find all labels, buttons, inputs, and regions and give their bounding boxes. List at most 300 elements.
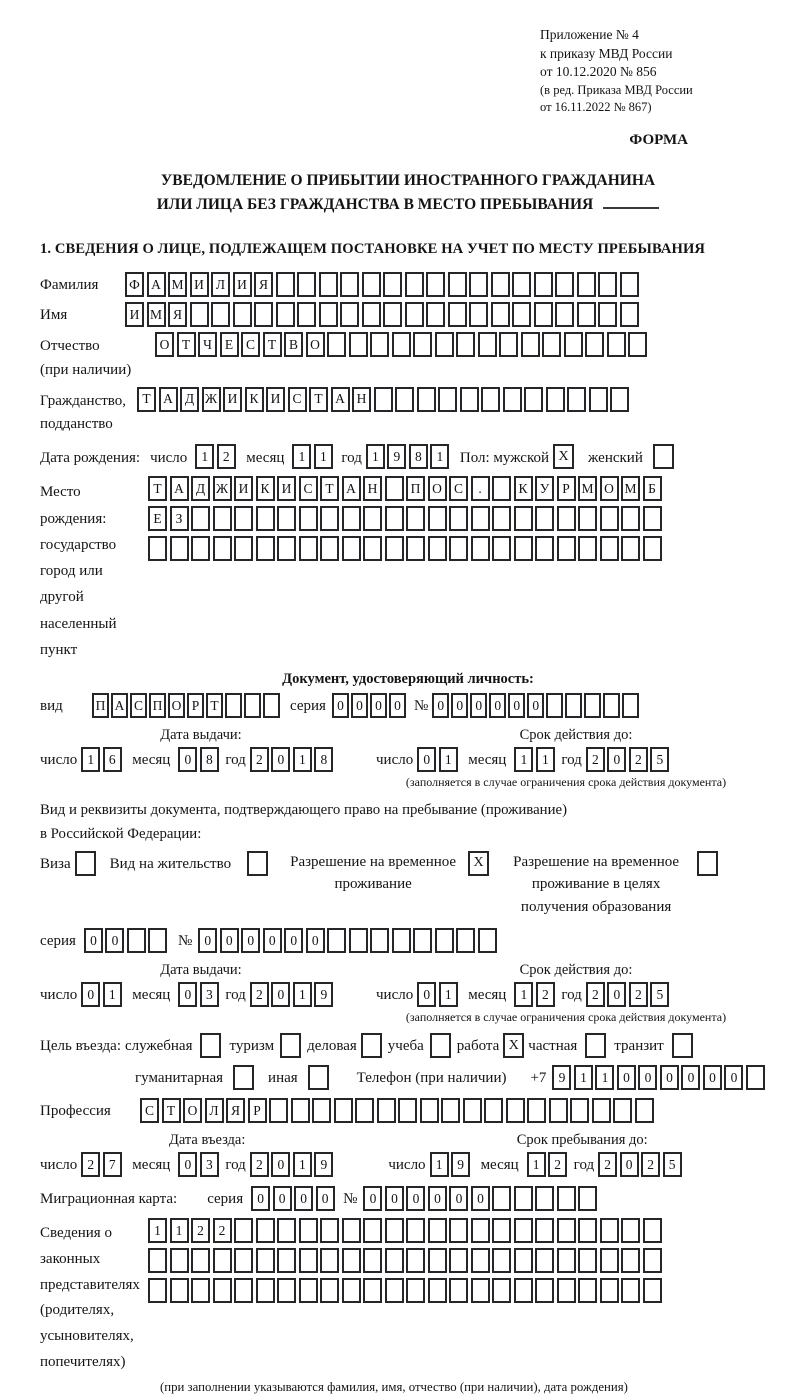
char-box[interactable]: И — [223, 387, 242, 412]
char-box[interactable] — [535, 536, 554, 561]
char-box[interactable] — [469, 302, 488, 327]
char-box[interactable] — [406, 1248, 425, 1273]
char-box[interactable]: 2 — [536, 982, 555, 1007]
char-box[interactable] — [589, 387, 608, 412]
char-box[interactable] — [319, 272, 338, 297]
char-box[interactable] — [449, 1218, 468, 1243]
char-box[interactable] — [377, 1098, 396, 1123]
sex-female-checkbox[interactable] — [653, 444, 674, 469]
char-box[interactable]: 6 — [103, 747, 122, 772]
char-box[interactable]: Е — [220, 332, 239, 357]
char-box[interactable] — [413, 332, 432, 357]
char-box[interactable] — [438, 387, 457, 412]
char-box[interactable]: 0 — [620, 1152, 639, 1177]
char-box[interactable] — [557, 536, 576, 561]
char-box[interactable] — [383, 302, 402, 327]
char-box[interactable]: 0 — [607, 982, 626, 1007]
char-box[interactable] — [620, 302, 639, 327]
char-box[interactable] — [492, 1186, 511, 1211]
char-box[interactable] — [213, 1278, 232, 1303]
char-box[interactable] — [191, 506, 210, 531]
char-box[interactable] — [213, 506, 232, 531]
char-box[interactable]: 0 — [105, 928, 124, 953]
char-box[interactable] — [514, 1278, 533, 1303]
char-box[interactable] — [555, 302, 574, 327]
char-box[interactable] — [512, 272, 531, 297]
char-box[interactable]: Н — [352, 387, 371, 412]
char-box[interactable] — [549, 1098, 568, 1123]
char-box[interactable] — [512, 302, 531, 327]
char-box[interactable] — [567, 387, 586, 412]
char-box[interactable]: И — [233, 272, 252, 297]
char-box[interactable] — [492, 506, 511, 531]
char-box[interactable]: И — [234, 476, 253, 501]
char-box[interactable]: 2 — [250, 982, 269, 1007]
char-box[interactable] — [577, 272, 596, 297]
char-box[interactable] — [428, 1248, 447, 1273]
char-box[interactable] — [256, 1248, 275, 1273]
purpose-private-checkbox[interactable] — [585, 1033, 606, 1058]
char-box[interactable]: 1 — [292, 444, 311, 469]
purpose-other-checkbox[interactable] — [308, 1065, 329, 1090]
char-box[interactable] — [256, 536, 275, 561]
char-box[interactable] — [449, 506, 468, 531]
char-box[interactable] — [395, 387, 414, 412]
char-box[interactable] — [557, 1186, 576, 1211]
char-box[interactable] — [643, 1248, 662, 1273]
char-box[interactable] — [254, 302, 273, 327]
char-box[interactable] — [355, 1098, 374, 1123]
char-box[interactable] — [448, 272, 467, 297]
char-box[interactable] — [621, 536, 640, 561]
char-box[interactable]: Р — [187, 693, 204, 718]
char-box[interactable]: 2 — [250, 1152, 269, 1177]
char-box[interactable] — [598, 302, 617, 327]
char-box[interactable]: С — [288, 387, 307, 412]
char-box[interactable]: О — [183, 1098, 202, 1123]
char-box[interactable]: 2 — [81, 1152, 100, 1177]
char-box[interactable]: 1 — [536, 747, 555, 772]
char-box[interactable] — [320, 506, 339, 531]
char-box[interactable] — [385, 476, 404, 501]
char-box[interactable]: 2 — [629, 747, 648, 772]
char-box[interactable]: Я — [254, 272, 273, 297]
char-box[interactable]: 0 — [724, 1065, 743, 1090]
char-box[interactable]: 0 — [84, 928, 103, 953]
char-box[interactable]: 0 — [294, 1186, 313, 1211]
purpose-tourism-checkbox[interactable] — [280, 1033, 301, 1058]
char-box[interactable]: 1 — [314, 444, 333, 469]
char-box[interactable]: А — [342, 476, 361, 501]
purpose-study-checkbox[interactable] — [430, 1033, 451, 1058]
char-box[interactable]: Д — [191, 476, 210, 501]
char-box[interactable] — [363, 536, 382, 561]
char-box[interactable] — [584, 693, 601, 718]
char-box[interactable]: Р — [248, 1098, 267, 1123]
char-box[interactable]: 0 — [389, 693, 406, 718]
char-box[interactable]: 0 — [81, 982, 100, 1007]
char-box[interactable] — [299, 1278, 318, 1303]
char-box[interactable] — [557, 1218, 576, 1243]
char-box[interactable]: 1 — [293, 1152, 312, 1177]
char-box[interactable] — [428, 1278, 447, 1303]
char-box[interactable] — [234, 506, 253, 531]
sex-male-checkbox[interactable]: X — [553, 444, 574, 469]
char-box[interactable]: 1 — [293, 747, 312, 772]
char-box[interactable]: 5 — [663, 1152, 682, 1177]
char-box[interactable] — [363, 506, 382, 531]
char-box[interactable]: 5 — [650, 747, 669, 772]
char-box[interactable] — [535, 1186, 554, 1211]
char-box[interactable] — [435, 332, 454, 357]
char-box[interactable]: 9 — [552, 1065, 571, 1090]
char-box[interactable] — [276, 272, 295, 297]
char-box[interactable]: С — [241, 332, 260, 357]
char-box[interactable] — [570, 1098, 589, 1123]
char-box[interactable] — [370, 928, 389, 953]
char-box[interactable] — [406, 1278, 425, 1303]
char-box[interactable]: 0 — [471, 1186, 490, 1211]
char-box[interactable]: 0 — [178, 747, 197, 772]
visa-checkbox[interactable] — [75, 851, 96, 876]
char-box[interactable]: Ж — [202, 387, 221, 412]
char-box[interactable] — [256, 1278, 275, 1303]
char-box[interactable] — [456, 928, 475, 953]
char-box[interactable]: 2 — [213, 1218, 232, 1243]
char-box[interactable] — [225, 693, 242, 718]
char-box[interactable] — [417, 387, 436, 412]
char-box[interactable]: 8 — [314, 747, 333, 772]
char-box[interactable]: Т — [263, 332, 282, 357]
char-box[interactable]: 7 — [103, 1152, 122, 1177]
char-box[interactable]: 0 — [417, 747, 436, 772]
char-box[interactable]: И — [125, 302, 144, 327]
char-box[interactable] — [449, 1248, 468, 1273]
char-box[interactable] — [312, 1098, 331, 1123]
char-box[interactable] — [635, 1098, 654, 1123]
char-box[interactable] — [170, 1278, 189, 1303]
char-box[interactable] — [370, 332, 389, 357]
char-box[interactable] — [234, 1218, 253, 1243]
char-box[interactable] — [148, 536, 167, 561]
char-box[interactable] — [413, 928, 432, 953]
char-box[interactable] — [385, 536, 404, 561]
char-box[interactable] — [406, 536, 425, 561]
char-box[interactable]: 0 — [370, 693, 387, 718]
char-box[interactable]: 2 — [217, 444, 236, 469]
char-box[interactable] — [234, 1278, 253, 1303]
char-box[interactable] — [299, 1248, 318, 1273]
char-box[interactable] — [565, 693, 582, 718]
char-box[interactable] — [613, 1098, 632, 1123]
char-box[interactable]: 0 — [316, 1186, 335, 1211]
char-box[interactable]: 1 — [439, 747, 458, 772]
char-box[interactable]: 0 — [220, 928, 239, 953]
char-box[interactable] — [514, 506, 533, 531]
char-box[interactable] — [342, 1218, 361, 1243]
char-box[interactable] — [263, 693, 280, 718]
char-box[interactable]: 3 — [200, 982, 219, 1007]
char-box[interactable]: А — [159, 387, 178, 412]
char-box[interactable] — [127, 928, 146, 953]
char-box[interactable] — [492, 536, 511, 561]
char-box[interactable] — [621, 1278, 640, 1303]
char-box[interactable]: 1 — [430, 1152, 449, 1177]
char-box[interactable]: 0 — [351, 693, 368, 718]
char-box[interactable]: Т — [148, 476, 167, 501]
char-box[interactable] — [471, 536, 490, 561]
char-box[interactable]: 1 — [366, 444, 385, 469]
char-box[interactable] — [607, 332, 626, 357]
char-box[interactable] — [600, 1218, 619, 1243]
char-box[interactable]: У — [535, 476, 554, 501]
char-box[interactable] — [527, 1098, 546, 1123]
char-box[interactable]: К — [514, 476, 533, 501]
char-box[interactable] — [428, 536, 447, 561]
char-box[interactable] — [535, 1278, 554, 1303]
char-box[interactable]: В — [284, 332, 303, 357]
temp-residence-checkbox[interactable]: X — [468, 851, 489, 876]
char-box[interactable] — [503, 387, 522, 412]
char-box[interactable]: 2 — [586, 747, 605, 772]
char-box[interactable]: 9 — [314, 982, 333, 1007]
char-box[interactable] — [234, 1248, 253, 1273]
char-box[interactable] — [277, 1278, 296, 1303]
char-box[interactable]: 1 — [439, 982, 458, 1007]
char-box[interactable] — [546, 693, 563, 718]
char-box[interactable] — [277, 506, 296, 531]
purpose-business-checkbox[interactable] — [361, 1033, 382, 1058]
char-box[interactable] — [592, 1098, 611, 1123]
char-box[interactable] — [426, 272, 445, 297]
char-box[interactable]: 1 — [514, 747, 533, 772]
char-box[interactable]: М — [578, 476, 597, 501]
char-box[interactable] — [492, 1218, 511, 1243]
char-box[interactable]: Я — [226, 1098, 245, 1123]
char-box[interactable]: 1 — [527, 1152, 546, 1177]
char-box[interactable] — [428, 1218, 447, 1243]
char-box[interactable] — [577, 302, 596, 327]
char-box[interactable] — [620, 272, 639, 297]
char-box[interactable] — [471, 1248, 490, 1273]
char-box[interactable] — [514, 536, 533, 561]
char-box[interactable] — [244, 693, 261, 718]
char-box[interactable] — [514, 1186, 533, 1211]
char-box[interactable] — [578, 1186, 597, 1211]
char-box[interactable]: 0 — [263, 928, 282, 953]
char-box[interactable] — [299, 506, 318, 531]
char-box[interactable]: И — [277, 476, 296, 501]
char-box[interactable]: 0 — [489, 693, 506, 718]
char-box[interactable] — [481, 387, 500, 412]
char-box[interactable] — [492, 476, 511, 501]
char-box[interactable] — [506, 1098, 525, 1123]
purpose-official-checkbox[interactable] — [200, 1033, 221, 1058]
char-box[interactable]: А — [170, 476, 189, 501]
char-box[interactable] — [342, 536, 361, 561]
char-box[interactable] — [191, 1248, 210, 1273]
char-box[interactable] — [349, 928, 368, 953]
temp-residence-edu-checkbox[interactable] — [697, 851, 718, 876]
char-box[interactable] — [319, 302, 338, 327]
char-box[interactable]: 1 — [595, 1065, 614, 1090]
char-box[interactable] — [471, 506, 490, 531]
char-box[interactable] — [435, 928, 454, 953]
char-box[interactable]: С — [130, 693, 147, 718]
char-box[interactable]: 0 — [271, 1152, 290, 1177]
char-box[interactable]: Е — [148, 506, 167, 531]
char-box[interactable] — [340, 302, 359, 327]
char-box[interactable] — [491, 302, 510, 327]
char-box[interactable] — [643, 1278, 662, 1303]
char-box[interactable]: 0 — [385, 1186, 404, 1211]
char-box[interactable] — [535, 506, 554, 531]
char-box[interactable]: К — [256, 476, 275, 501]
char-box[interactable] — [299, 1218, 318, 1243]
char-box[interactable]: О — [155, 332, 174, 357]
char-box[interactable] — [456, 332, 475, 357]
char-box[interactable]: 0 — [363, 1186, 382, 1211]
char-box[interactable] — [269, 1098, 288, 1123]
char-box[interactable]: Т — [320, 476, 339, 501]
char-box[interactable]: 0 — [306, 928, 325, 953]
char-box[interactable] — [277, 536, 296, 561]
char-box[interactable] — [564, 332, 583, 357]
char-box[interactable] — [557, 1278, 576, 1303]
char-box[interactable] — [492, 1278, 511, 1303]
char-box[interactable] — [349, 332, 368, 357]
char-box[interactable] — [363, 1248, 382, 1273]
char-box[interactable] — [385, 506, 404, 531]
char-box[interactable] — [546, 387, 565, 412]
char-box[interactable] — [555, 272, 574, 297]
char-box[interactable]: 2 — [629, 982, 648, 1007]
purpose-transit-checkbox[interactable] — [672, 1033, 693, 1058]
char-box[interactable]: 1 — [195, 444, 214, 469]
char-box[interactable]: Я — [168, 302, 187, 327]
char-box[interactable]: М — [147, 302, 166, 327]
char-box[interactable] — [374, 387, 393, 412]
char-box[interactable] — [362, 302, 381, 327]
char-box[interactable] — [426, 302, 445, 327]
char-box[interactable]: 0 — [198, 928, 217, 953]
char-box[interactable] — [405, 272, 424, 297]
char-box[interactable]: 2 — [191, 1218, 210, 1243]
char-box[interactable]: 1 — [574, 1065, 593, 1090]
char-box[interactable]: Т — [177, 332, 196, 357]
char-box[interactable] — [299, 536, 318, 561]
char-box[interactable]: . — [471, 476, 490, 501]
char-box[interactable] — [643, 506, 662, 531]
char-box[interactable] — [643, 1218, 662, 1243]
char-box[interactable]: 2 — [250, 747, 269, 772]
char-box[interactable]: А — [111, 693, 128, 718]
char-box[interactable]: 0 — [508, 693, 525, 718]
char-box[interactable] — [557, 1248, 576, 1273]
char-box[interactable]: 0 — [284, 928, 303, 953]
char-box[interactable] — [363, 1218, 382, 1243]
char-box[interactable] — [297, 302, 316, 327]
char-box[interactable]: 2 — [548, 1152, 567, 1177]
char-box[interactable] — [406, 506, 425, 531]
char-box[interactable] — [428, 506, 447, 531]
char-box[interactable]: Т — [309, 387, 328, 412]
char-box[interactable]: 9 — [314, 1152, 333, 1177]
char-box[interactable]: Д — [180, 387, 199, 412]
char-box[interactable] — [342, 1278, 361, 1303]
char-box[interactable] — [492, 1248, 511, 1273]
char-box[interactable] — [320, 1218, 339, 1243]
char-box[interactable]: О — [306, 332, 325, 357]
char-box[interactable] — [276, 302, 295, 327]
char-box[interactable] — [213, 1248, 232, 1273]
char-box[interactable]: А — [331, 387, 350, 412]
char-box[interactable] — [521, 332, 540, 357]
char-box[interactable] — [256, 506, 275, 531]
char-box[interactable] — [600, 1248, 619, 1273]
char-box[interactable] — [535, 1248, 554, 1273]
char-box[interactable] — [385, 1218, 404, 1243]
char-box[interactable]: Т — [162, 1098, 181, 1123]
char-box[interactable]: 8 — [200, 747, 219, 772]
char-box[interactable] — [148, 928, 167, 953]
char-box[interactable] — [190, 302, 209, 327]
char-box[interactable] — [514, 1248, 533, 1273]
char-box[interactable]: 1 — [148, 1218, 167, 1243]
purpose-humanitarian-checkbox[interactable] — [233, 1065, 254, 1090]
char-box[interactable] — [398, 1098, 417, 1123]
char-box[interactable]: 0 — [273, 1186, 292, 1211]
char-box[interactable] — [534, 302, 553, 327]
char-box[interactable] — [499, 332, 518, 357]
char-box[interactable] — [191, 536, 210, 561]
char-box[interactable] — [256, 1218, 275, 1243]
char-box[interactable]: Т — [206, 693, 223, 718]
char-box[interactable] — [514, 1218, 533, 1243]
char-box[interactable]: О — [600, 476, 619, 501]
char-box[interactable]: 0 — [406, 1186, 425, 1211]
char-box[interactable] — [448, 302, 467, 327]
char-box[interactable]: М — [168, 272, 187, 297]
char-box[interactable] — [340, 272, 359, 297]
char-box[interactable] — [598, 272, 617, 297]
char-box[interactable]: И — [266, 387, 285, 412]
char-box[interactable] — [392, 928, 411, 953]
char-box[interactable]: 0 — [527, 693, 544, 718]
char-box[interactable] — [449, 1278, 468, 1303]
char-box[interactable] — [600, 506, 619, 531]
char-box[interactable] — [363, 1278, 382, 1303]
purpose-work-checkbox[interactable]: X — [503, 1033, 524, 1058]
char-box[interactable]: 0 — [271, 982, 290, 1007]
char-box[interactable] — [524, 387, 543, 412]
char-box[interactable] — [327, 928, 346, 953]
char-box[interactable] — [463, 1098, 482, 1123]
char-box[interactable] — [478, 928, 497, 953]
char-box[interactable] — [535, 1218, 554, 1243]
char-box[interactable]: 0 — [449, 1186, 468, 1211]
char-box[interactable] — [362, 272, 381, 297]
char-box[interactable] — [234, 536, 253, 561]
char-box[interactable] — [585, 332, 604, 357]
char-box[interactable]: 0 — [451, 693, 468, 718]
char-box[interactable] — [342, 1248, 361, 1273]
char-box[interactable]: 0 — [271, 747, 290, 772]
char-box[interactable]: 1 — [103, 982, 122, 1007]
char-box[interactable]: С — [299, 476, 318, 501]
char-box[interactable]: 8 — [409, 444, 428, 469]
char-box[interactable]: 1 — [430, 444, 449, 469]
